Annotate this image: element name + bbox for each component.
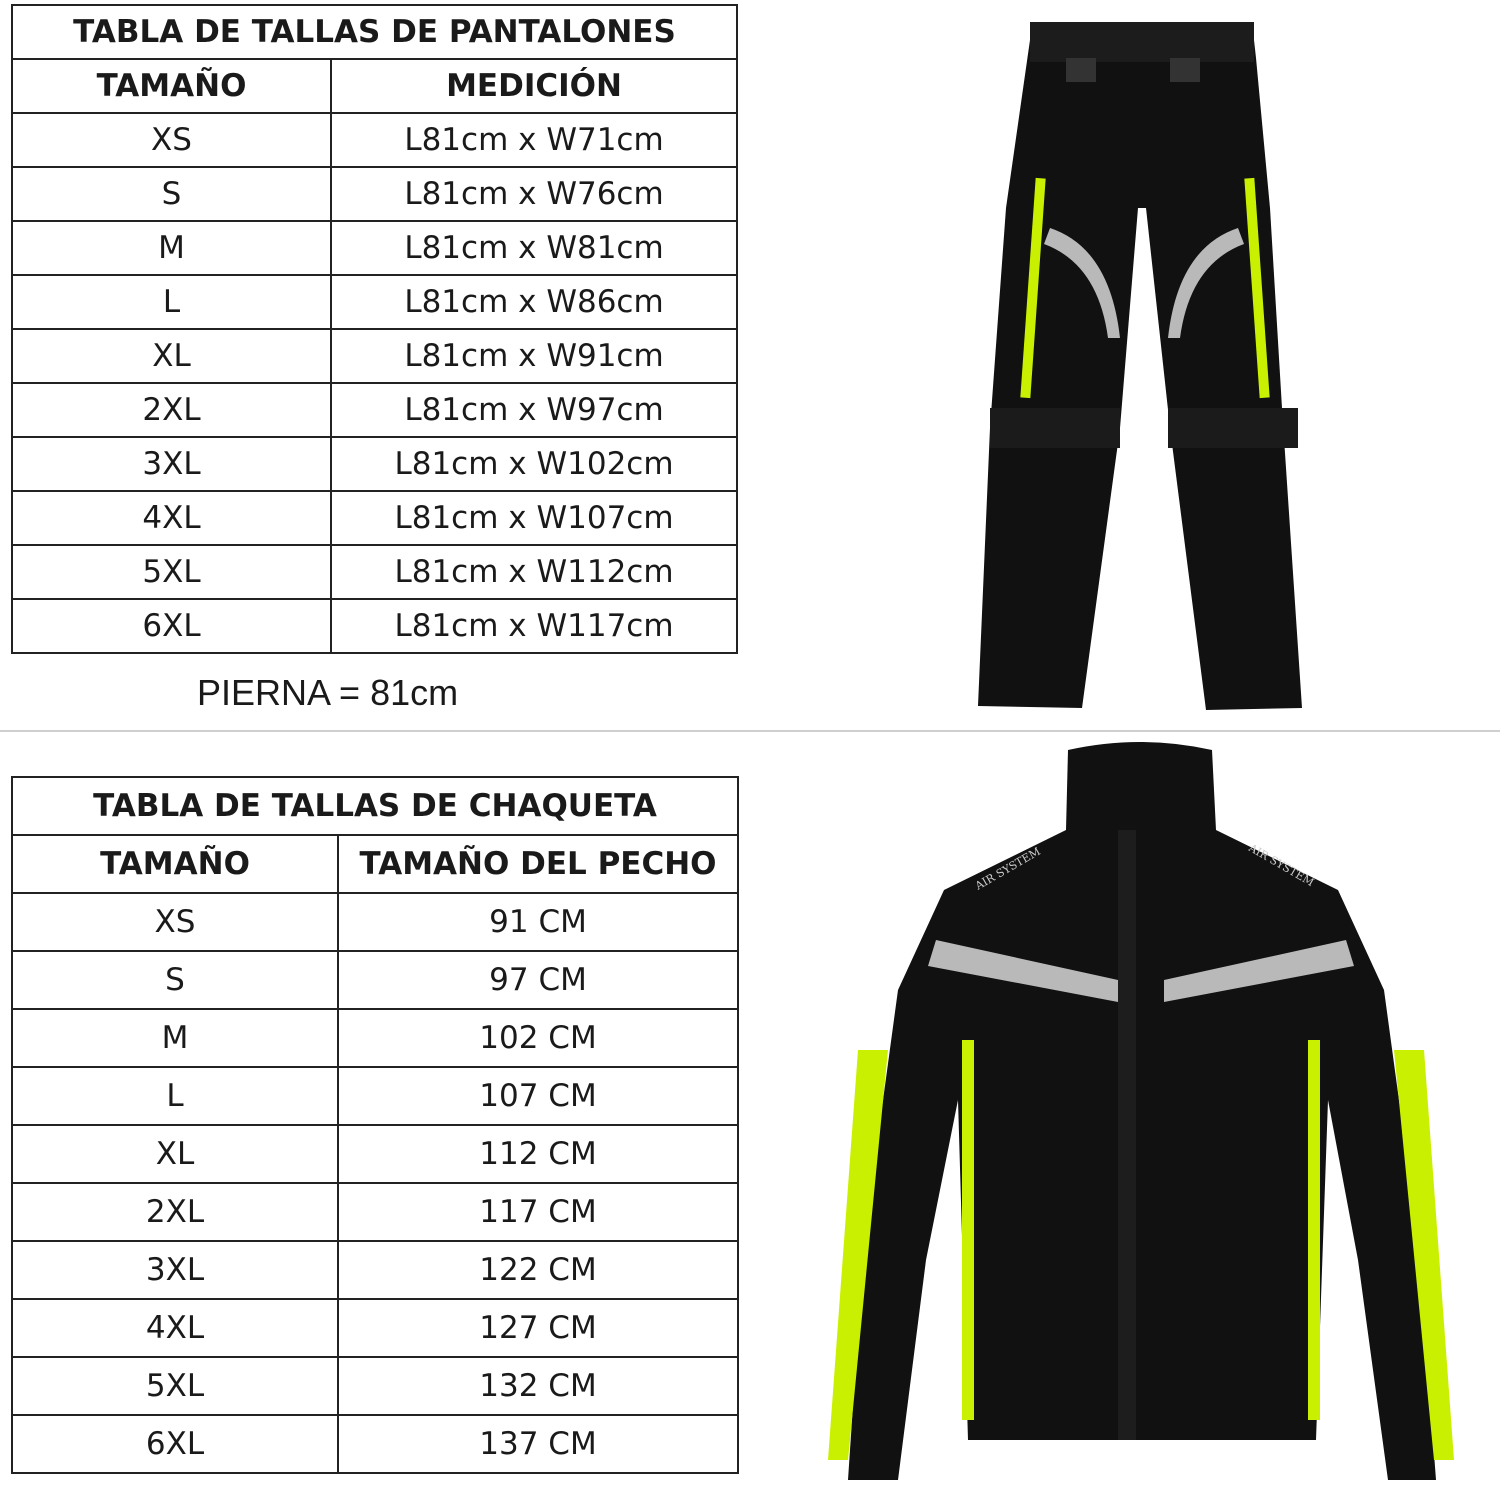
jacket-value-cell: 107 CM — [338, 1067, 738, 1125]
pants-size-cell: S — [12, 167, 331, 221]
pants-value-cell: L81cm x W112cm — [331, 545, 737, 599]
jacket-size-cell: 5XL — [12, 1357, 338, 1415]
pants-value-cell: L81cm x W81cm — [331, 221, 737, 275]
jacket-size-table — [11, 776, 739, 1474]
jacket-table-row — [12, 1241, 738, 1299]
pants-table-title: TABLA DE TALLAS DE PANTALONES — [12, 5, 737, 59]
pants-table-row — [12, 491, 737, 545]
pants-header-measure: MEDICIÓN — [331, 59, 737, 113]
jacket-table-row — [12, 1415, 738, 1473]
pants-size-cell: 6XL — [12, 599, 331, 653]
jacket-value-cell: 102 CM — [338, 1009, 738, 1067]
pants-value-cell: L81cm x W102cm — [331, 437, 737, 491]
jacket-size-cell: S — [12, 951, 338, 1009]
pants-value-cell: L81cm x W76cm — [331, 167, 737, 221]
jacket-size-cell: 4XL — [12, 1299, 338, 1357]
pants-size-table — [11, 4, 738, 654]
jacket-logo-right: AIR SYSTEM — [1246, 841, 1317, 890]
pants-value-cell: L81cm x W86cm — [331, 275, 737, 329]
pants-table-row — [12, 545, 737, 599]
jacket-table-row — [12, 1183, 738, 1241]
jacket-value-cell: 97 CM — [338, 951, 738, 1009]
pants-size-cell: XS — [12, 113, 331, 167]
pants-table-row — [12, 167, 737, 221]
jacket-value-cell: 127 CM — [338, 1299, 738, 1357]
jacket-table-row — [12, 1067, 738, 1125]
jacket-size-cell: XL — [12, 1125, 338, 1183]
jacket-value-cell: 137 CM — [338, 1415, 738, 1473]
jacket-header-chest: TAMAÑO DEL PECHO — [338, 835, 738, 893]
motorcycle-pants-icon — [970, 8, 1320, 720]
jacket-table-row — [12, 1299, 738, 1357]
pants-size-cell: 4XL — [12, 491, 331, 545]
jacket-size-cell: M — [12, 1009, 338, 1067]
jacket-header-size: TAMAÑO — [12, 835, 338, 893]
pants-size-cell: 5XL — [12, 545, 331, 599]
pants-table-row — [12, 113, 737, 167]
jacket-value-cell: 122 CM — [338, 1241, 738, 1299]
pants-table-row — [12, 275, 737, 329]
pants-table-row — [12, 221, 737, 275]
jacket-table-row — [12, 951, 738, 1009]
pants-value-cell: L81cm x W107cm — [331, 491, 737, 545]
section-divider — [0, 730, 1500, 732]
pants-value-cell: L81cm x W71cm — [331, 113, 737, 167]
pants-header-size: TAMAÑO — [12, 59, 331, 113]
pants-value-cell: L81cm x W117cm — [331, 599, 737, 653]
pants-table-row — [12, 599, 737, 653]
jacket-size-cell: XS — [12, 893, 338, 951]
leg-length-note: PIERNA = 81cm — [197, 672, 459, 713]
jacket-table-row — [12, 1125, 738, 1183]
pants-size-cell: 2XL — [12, 383, 331, 437]
jacket-size-cell: 3XL — [12, 1241, 338, 1299]
jacket-value-cell: 112 CM — [338, 1125, 738, 1183]
jacket-table-row — [12, 1357, 738, 1415]
pants-size-cell: M — [12, 221, 331, 275]
jacket-value-cell: 132 CM — [338, 1357, 738, 1415]
jacket-value-cell: 91 CM — [338, 893, 738, 951]
jacket-table-row — [12, 1009, 738, 1067]
jacket-table-row — [12, 893, 738, 951]
jacket-size-cell: 6XL — [12, 1415, 338, 1473]
pants-value-cell: L81cm x W97cm — [331, 383, 737, 437]
pants-size-cell: 3XL — [12, 437, 331, 491]
pants-table-row — [12, 437, 737, 491]
jacket-size-cell: 2XL — [12, 1183, 338, 1241]
pants-value-cell: L81cm x W91cm — [331, 329, 737, 383]
jacket-table-title: TABLA DE TALLAS DE CHAQUETA — [12, 777, 738, 835]
jacket-size-cell: L — [12, 1067, 338, 1125]
pants-size-cell: L — [12, 275, 331, 329]
motorcycle-jacket-icon — [818, 740, 1464, 1482]
pants-table-row — [12, 329, 737, 383]
pants-size-cell: XL — [12, 329, 331, 383]
jacket-logo-left: AIR SYSTEM — [973, 844, 1043, 893]
pants-table-row — [12, 383, 737, 437]
jacket-value-cell: 117 CM — [338, 1183, 738, 1241]
